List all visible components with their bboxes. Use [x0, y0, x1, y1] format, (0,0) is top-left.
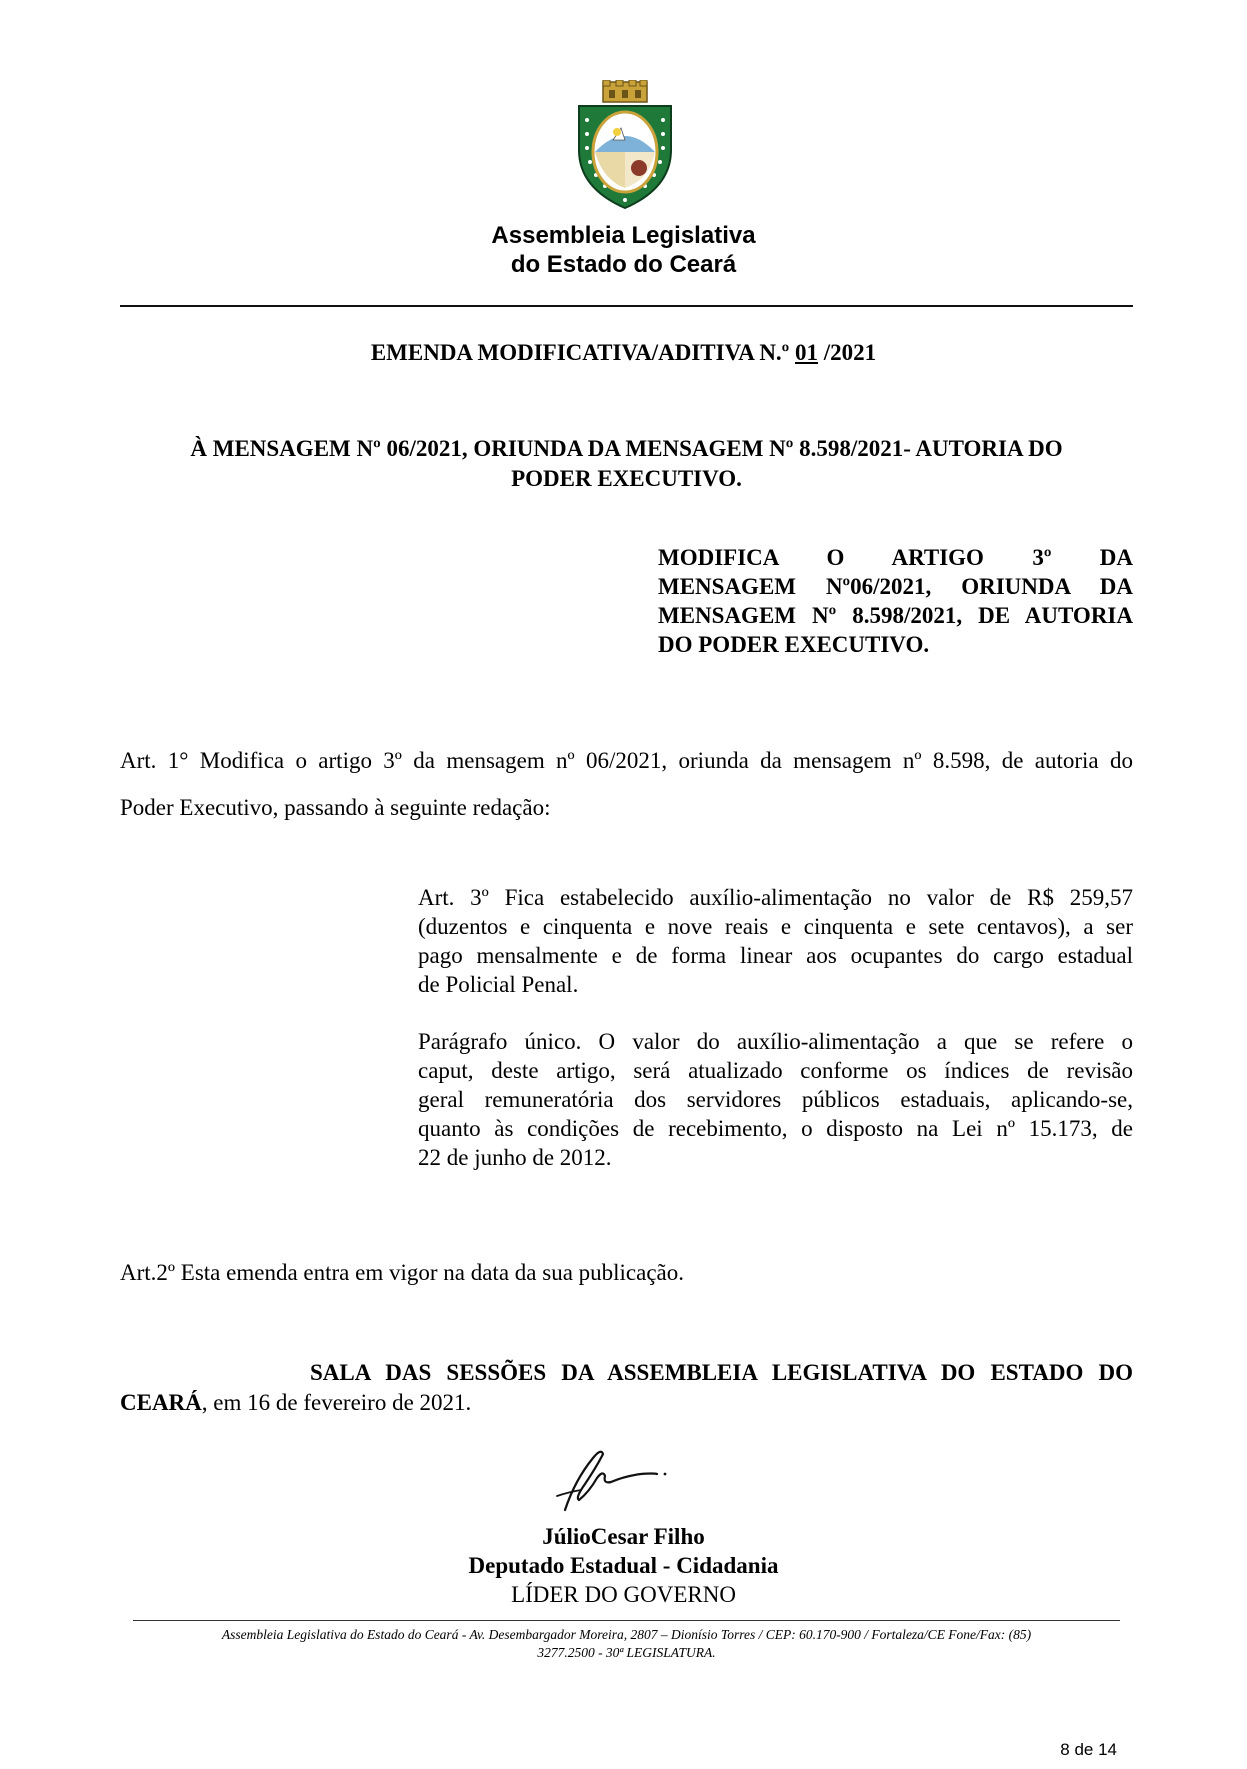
closing-line: SALA DAS SESSÕES DA ASSEMBLEIA LEGISLATIVA DO ESTADO DO — [310, 1360, 1133, 1385]
footer-divider — [133, 1620, 1120, 1621]
subject-line: À MENSAGEM Nº 06/2021, ORIUNDA DA MENSAGEM Nº 8.598/2021- AUTORIA DO — [190, 436, 1063, 461]
institution-name-line2: do Estado do Ceará — [510, 251, 737, 278]
footer-address — [120, 1626, 1133, 1662]
quoted-paragraph-line: 22 de junho de 2012. — [418, 1145, 612, 1170]
quoted-paragraph-line: quanto às condições de recebimento, o disposto na Lei nº 15.173, de — [418, 1116, 1133, 1141]
quoted-article-line: de Policial Penal. — [418, 972, 579, 997]
quoted-paragraph-line: geral remuneratória dos servidores públicos estaduais, aplicando-se, — [418, 1087, 1133, 1112]
quoted-article-3 — [418, 883, 1133, 999]
subject-line: PODER EXECUTIVO. — [511, 466, 742, 491]
signer-name: JúlioCesar Filho — [542, 1524, 705, 1549]
quoted-paragraph — [418, 1027, 1133, 1172]
article-2: Art.2º Esta emenda entra em vigor na data da sua publicação. — [120, 1260, 685, 1285]
quoted-paragraph-line: caput, deste artigo, será atualizado conforme os índices de revisão — [418, 1058, 1133, 1083]
subject-heading — [120, 434, 1133, 494]
ementa-line: MENSAGEM Nº 8.598/2021, DE AUTORIA — [658, 603, 1133, 628]
title-suffix: /2021 — [818, 340, 877, 365]
ementa-block — [658, 543, 1133, 659]
signer-role: Deputado Estadual - Cidadania — [468, 1553, 779, 1578]
article-1-line: Poder Executivo, passando à seguinte redação: — [120, 795, 551, 820]
amendment-number: 01 — [795, 340, 819, 365]
ementa-line: DO PODER EXECUTIVO. — [658, 632, 930, 657]
ementa-line: MENSAGEM Nº06/2021, ORIUNDA DA — [658, 574, 1133, 599]
title-prefix: EMENDA MODIFICATIVA/ADITIVA N.º — [370, 340, 796, 365]
quoted-article-line: pago mensalmente e de forma linear aos ocupantes do cargo estadual — [418, 943, 1133, 968]
closing-date: , em 16 de fevereiro de 2021. — [201, 1390, 472, 1415]
ementa-line: MODIFICA O ARTIGO 3º DA — [658, 545, 1133, 570]
institution-name-line1: Assembleia Legislativa — [491, 222, 756, 249]
footer-line: 3277.2500 - 30ª LEGISLATURA. — [537, 1645, 716, 1660]
footer-line: Assembleia Legislativa do Estado do Ceará - Av. Desembargador Moreira, 2807 – Dionísio Torres / CEP: 60.170-900 / Fortaleza/CE Fone/Fax: (85) — [221, 1627, 1032, 1642]
document-title — [0, 340, 1247, 366]
quoted-article-line: (duzentos e cinquenta e nove reais e cinquenta e sete centavos), a ser — [418, 914, 1133, 939]
ceara-coat-of-arms-icon — [573, 80, 677, 210]
header-divider — [120, 305, 1133, 307]
quoted-article-line: Art. 3º Fica estabelecido auxílio-alimentação no valor de R$ 259,57 — [418, 885, 1133, 910]
closing-state: CEARÁ — [120, 1390, 202, 1415]
article-1-line: Art. 1° Modifica o artigo 3º da mensagem nº 06/2021, oriunda da mensagem nº 8.598, de autoria do — [120, 748, 1133, 773]
article-1 — [120, 737, 1133, 831]
quoted-paragraph-line: Parágrafo único. O valor do auxílio-alimentação a que se refere o — [418, 1029, 1133, 1054]
page-number: 8 de 14 — [1060, 1740, 1117, 1759]
handwritten-signature-icon — [545, 1440, 675, 1520]
closing-statement — [120, 1358, 1133, 1418]
signer-title: LÍDER DO GOVERNO — [511, 1582, 736, 1607]
